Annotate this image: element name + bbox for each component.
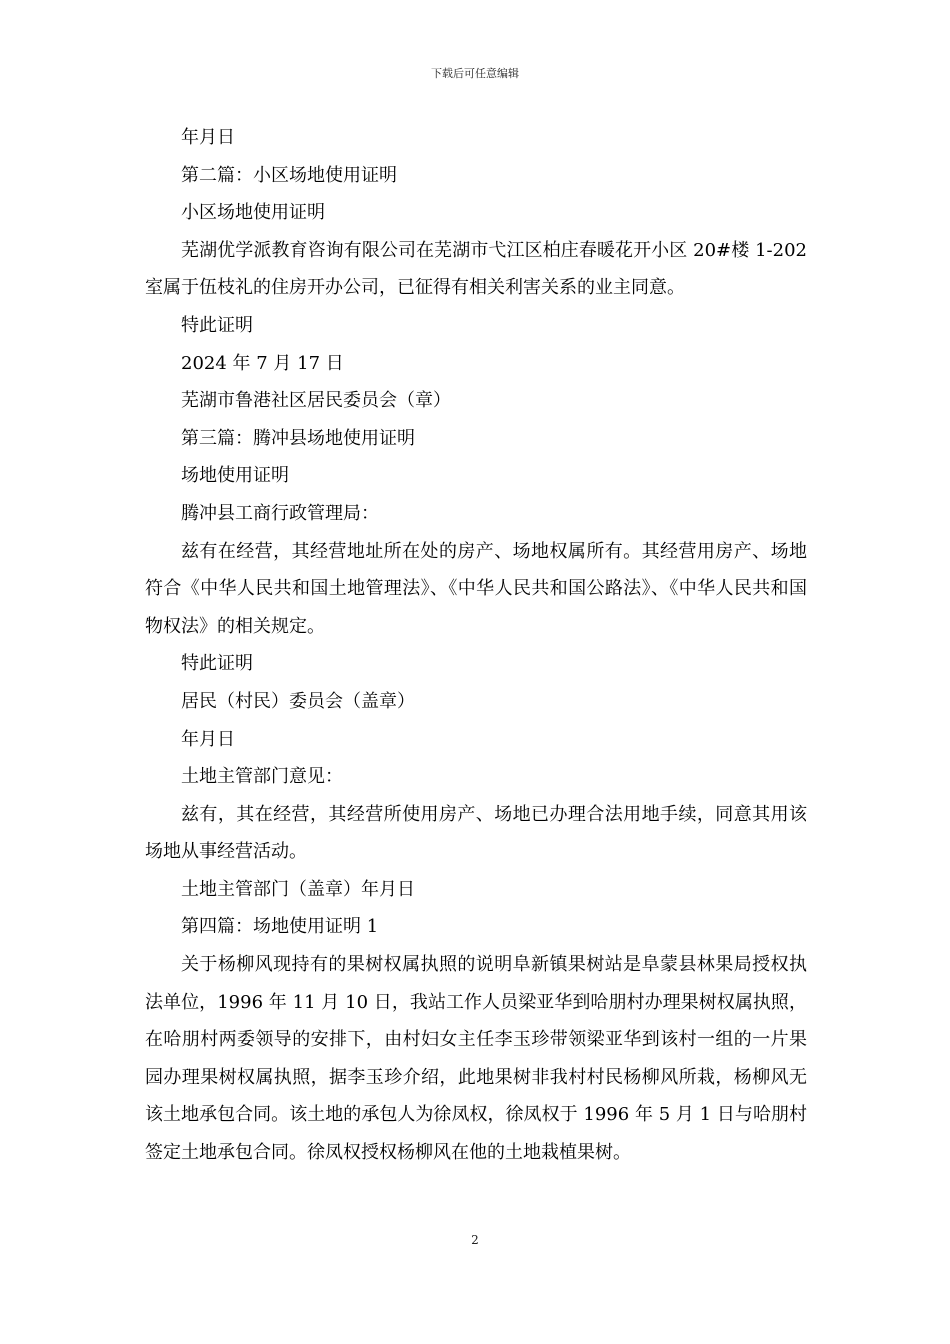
issuer-line: 土地主管部门（盖章）年月日 xyxy=(181,878,415,900)
body-paragraph: 芜湖优学派教育咨询有限公司在芜湖市弋江区柏庄春暖花开小区 20#楼 1-202 室属于伍枝礼的住房开办公司，已征得有相关利害关系的业主同意。 xyxy=(145,239,807,299)
certificate-title: 小区场地使用证明 xyxy=(181,202,325,224)
issuer-line: 芜湖市鲁港社区居民委员会（章） xyxy=(181,390,451,412)
date-line: 2024 年 7 月 17 日 xyxy=(181,352,344,374)
chapter-heading: 第二篇：小区场地使用证明 xyxy=(181,164,397,186)
page-number: 2 xyxy=(471,1233,479,1247)
body-paragraph: 关于杨柳风现持有的果树权属执照的说明阜新镇果树站是阜蒙县林果局授权执法单位，1996 年 11 月 10 日，我站工作人员梁亚华到哈朋村办理果树权属执照，在哈朋村两委领导的安排下，由村妇女主任李玉珍带领梁亚华到该村一组的一片果园办理果树权属执照，据李玉珍介绍，此地果树非我村村民杨柳风所栽，杨柳风无该土地承包合同。该土地的承包人为徐凤权，徐凤权于 1996 年 5 月 1 日与哈朋村签定土地承包合同。徐凤权授权杨柳风在他的土地栽植果树。 xyxy=(145,954,807,1164)
chapter-heading: 第四篇：场地使用证明 1 xyxy=(181,916,379,938)
certification-statement: 特此证明 xyxy=(181,653,253,675)
certificate-title: 场地使用证明 xyxy=(181,465,289,487)
date-line: 年月日 xyxy=(181,728,235,750)
issuer-line: 居民（村民）委员会（盖章） xyxy=(181,690,415,712)
chapter-heading: 第三篇：腾冲县场地使用证明 xyxy=(181,427,415,449)
body-paragraph: 兹有，其在经营，其经营所使用房产、场地已办理合法用地手续，同意其用该场地从事经营活动。 xyxy=(145,803,807,863)
date-line: 年月日 xyxy=(181,127,235,148)
page-header: 下载后可任意编辑 xyxy=(431,67,519,80)
addressee-line: 腾冲县工商行政管理局： xyxy=(181,502,379,524)
certification-statement: 特此证明 xyxy=(181,314,253,336)
document-body xyxy=(145,119,807,1172)
section-label: 土地主管部门意见： xyxy=(181,766,343,788)
body-paragraph: 兹有在经营，其经营地址所在处的房产、场地权属所有。其经营用房产、场地符合《中华人民共和国土地管理法》、《中华人民共和国公路法》、《中华人民共和国物权法》的相关规定。 xyxy=(145,540,807,637)
